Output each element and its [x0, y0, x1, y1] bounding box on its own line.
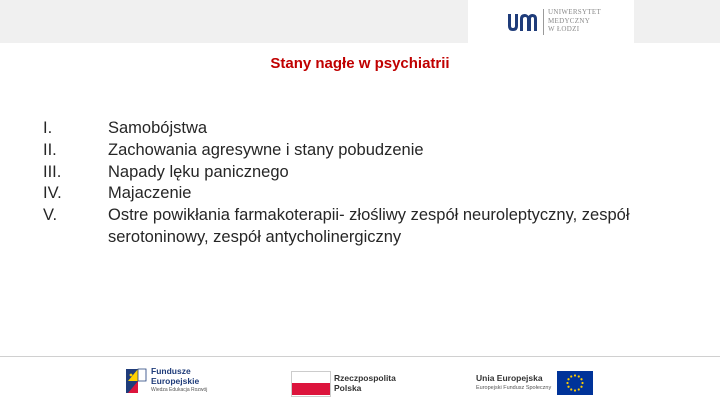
european-funds-line-1: Fundusze	[151, 366, 191, 376]
european-funds-subtitle: Wiedza Edukacja Rozwój	[151, 387, 208, 393]
poland-line-1: Rzeczpospolita	[334, 373, 396, 383]
agenda-text: Zachowania agresywne i stany pobudzenie	[108, 140, 424, 159]
agenda-text: Majaczenie	[108, 184, 192, 203]
agenda-list	[43, 118, 663, 246]
agenda-number: IV.	[43, 184, 62, 203]
logo-line-3: W ŁODZI	[548, 25, 580, 33]
eu-label	[476, 374, 551, 393]
european-funds-flag-icon	[124, 365, 148, 395]
agenda-text: Ostre powikłania farmakoterapii- złośliwy zespół neuroleptyczny, zespół serotoninowy, zespół antycholinergiczny	[108, 206, 630, 246]
poland-line-2: Polska	[334, 382, 362, 393]
eu-line-2: Europejski Fundusz Społeczny	[476, 384, 552, 391]
agenda-number: I.	[43, 119, 53, 137]
slide-title: Stany nagłe w psychiatrii	[270, 55, 450, 72]
agenda-text: Napady lęku panicznego	[108, 162, 289, 181]
eu-flag-icon	[557, 371, 593, 395]
flag-white-stripe	[292, 372, 330, 383]
agenda-number: II.	[43, 140, 57, 159]
agenda-item	[43, 205, 663, 246]
logo-divider	[543, 9, 544, 35]
eu-line-1: Unia Europejska	[476, 373, 543, 383]
european-funds-label	[151, 366, 207, 395]
logo-line-2: MEDYCZNY	[548, 16, 591, 25]
footer-logos	[0, 357, 720, 405]
logo-line-1: UNIWERSYTET	[548, 8, 602, 16]
agenda-item	[43, 118, 663, 140]
flag-red-stripe	[292, 383, 330, 395]
poland-label	[334, 374, 396, 393]
agenda-number: III.	[43, 162, 62, 181]
agenda-item	[43, 140, 663, 162]
agenda-text: Samobójstwa	[108, 119, 208, 137]
polish-flag-icon	[291, 371, 331, 397]
european-funds-line-2: Europejskie	[151, 376, 200, 386]
um-logo-icon	[506, 11, 538, 33]
agenda-item	[43, 183, 663, 205]
agenda-item	[43, 162, 663, 184]
logo-text	[548, 8, 601, 34]
agenda-number: V.	[43, 206, 58, 225]
university-logo[interactable]	[468, 0, 634, 43]
